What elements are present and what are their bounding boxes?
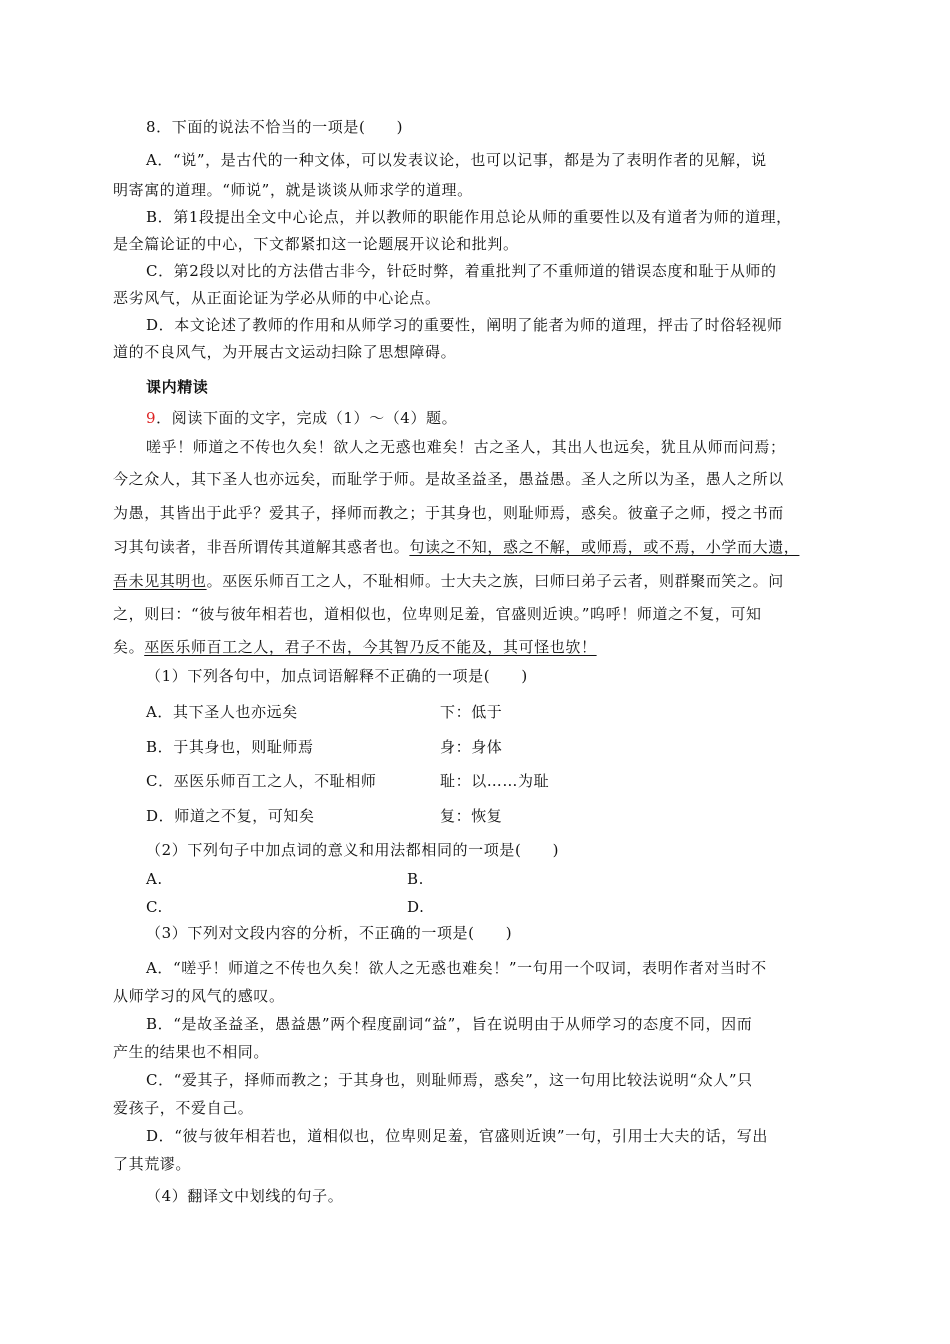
sub-q3-option-b-line2: 产生的结果也不相同。 xyxy=(113,1043,270,1061)
sub-q3-option-c-line2: 爱孩子，不爱自己。 xyxy=(113,1099,254,1117)
q8-option-b-line1: B．第1段提出全文中心论点，并以教师的职能作用总论从师的重要性以及有道者为师的道理， xyxy=(146,208,792,226)
passage-line-2: 今之众人，其下圣人也亦远矣，而耻学于师。是故圣益圣，愚益愚。圣人之所以为圣，愚人之所以 xyxy=(113,470,784,488)
q9-number: 9 xyxy=(146,409,157,427)
sub-q1-option-b-gloss: 身：身体 xyxy=(440,738,503,756)
sub-q3-option-b-line1: B．“是故圣益圣，愚益愚”两个程度副词“益”，旨在说明由于从师学习的态度不同，因而 xyxy=(146,1015,753,1033)
passage-line-5 xyxy=(113,571,853,591)
sub-q3-option-a-line1: A．“嗟乎！师道之不传也久矣！欲人之无惑也难矣！”一句用一个叹词，表明作者对当时不 xyxy=(146,959,767,977)
sub-question-3-stem: （3）下列对文段内容的分析，不正确的一项是( ) xyxy=(146,924,513,942)
sub-question-2-stem: （2）下列句子中加点词的意义和用法都相同的一项是( ) xyxy=(146,841,560,859)
passage-line-4 xyxy=(113,537,853,557)
q8-option-a-line1: A．“说”，是古代的一种文体，可以发表议论，也可以记事，都是为了表明作者的见解，说 xyxy=(146,151,767,169)
passage-line-3: 为愚，其皆出于此乎？爱其子，择师而教之；于其身也，则耻师焉，惑矣。彼童子之师，授之书而 xyxy=(113,504,784,522)
sub-q3-option-d-line1: D．“彼与彼年相若也，道相似也，位卑则足羞，官盛则近谀”一句，引用士大夫的话，写出 xyxy=(146,1127,768,1145)
sub-q3-option-c-line1: C．“爱其子，择师而教之；于其身也，则耻师焉，惑矣”，这一句用比较法说明“众人”只 xyxy=(146,1071,753,1089)
section-heading: 课内精读 xyxy=(146,378,209,396)
q8-option-b-line2: 是全篇论证的中心，下文都紧扣这一论题展开议论和批判。 xyxy=(113,235,519,253)
q9-stem xyxy=(146,408,886,428)
q8-option-d-line2: 道的不良风气，为开展古文运动扫除了思想障碍。 xyxy=(113,343,457,361)
q9-stem-text: ．阅读下面的文字，完成（1）～（4）题。 xyxy=(156,409,458,427)
sub-q2-option-d: D. xyxy=(407,898,425,916)
passage-line-1: 嗟乎！师道之不传也久矣！欲人之无惑也难矣！古之圣人，其出人也远矣，犹且从师而问焉； xyxy=(146,438,786,456)
sub-q1-option-c: C．巫医乐师百工之人，不耻相师 xyxy=(146,772,377,790)
sub-q2-option-a: A. xyxy=(146,870,163,888)
passage-line-6: 之，则曰：“彼与彼年相若也，道相似也，位卑则足羞，官盛则近谀。”呜呼！师道之不复，可知 xyxy=(113,605,762,623)
passage-line-5-text: 。巫医乐师百工之人，不耻相师。士大夫之族，曰师曰弟子云者，则群聚而笑之。问 xyxy=(206,572,784,590)
sub-q1-option-d: D．师道之不复，可知矣 xyxy=(146,807,315,825)
underlined-sentence-2: 巫医乐师百工之人，君子不齿，今其智乃反不能及，其可怪也欤！ xyxy=(144,638,597,656)
sub-q1-option-a: A．其下圣人也亦远矣 xyxy=(146,703,298,721)
sub-q1-option-d-gloss: 复：恢复 xyxy=(440,807,503,825)
q8-stem: 8．下面的说法不恰当的一项是( ) xyxy=(146,118,404,136)
passage-line-7-text: 矣。 xyxy=(113,638,145,656)
passage-line-7 xyxy=(113,637,853,657)
q8-option-a-line2: 明寄寓的道理。“师说”，就是谈谈从师求学的道理。 xyxy=(113,181,473,199)
sub-q3-option-d-line2: 了其荒谬。 xyxy=(113,1155,192,1173)
sub-q1-option-a-gloss: 下：低于 xyxy=(440,703,503,721)
passage-line-4-text: 习其句读者，非吾所谓传其道解其惑者也。 xyxy=(113,538,410,556)
sub-q2-option-c: C. xyxy=(146,898,163,916)
sub-q1-option-c-gloss: 耻：以……为耻 xyxy=(440,772,550,790)
q8-option-c-line1: C．第2段以对比的方法借古非今，针砭时弊，着重批判了不重师道的错误态度和耻于从师的 xyxy=(146,262,777,280)
underlined-sentence-1b: 吾未见其明也 xyxy=(113,572,207,590)
sub-q3-option-a-line2: 从师学习的风气的感叹。 xyxy=(113,987,285,1005)
q8-option-c-line2: 恶劣风气，从正面论证为学必从师的中心论点。 xyxy=(113,289,441,307)
sub-q2-option-b: B. xyxy=(407,870,424,888)
underlined-sentence-1a: 句读之不知，惑之不解，或师焉，或不焉，小学而大遗， xyxy=(409,538,800,556)
sub-question-4-stem: （4）翻译文中划线的句子。 xyxy=(146,1187,344,1205)
q8-option-d-line1: D．本文论述了教师的作用和从师学习的重要性，阐明了能者为师的道理，抨击了时俗轻视师 xyxy=(146,316,783,334)
sub-question-1-stem: （1）下列各句中，加点词语解释不正确的一项是( ) xyxy=(146,667,528,685)
sub-q1-option-b: B．于其身也，则耻师焉 xyxy=(146,738,314,756)
